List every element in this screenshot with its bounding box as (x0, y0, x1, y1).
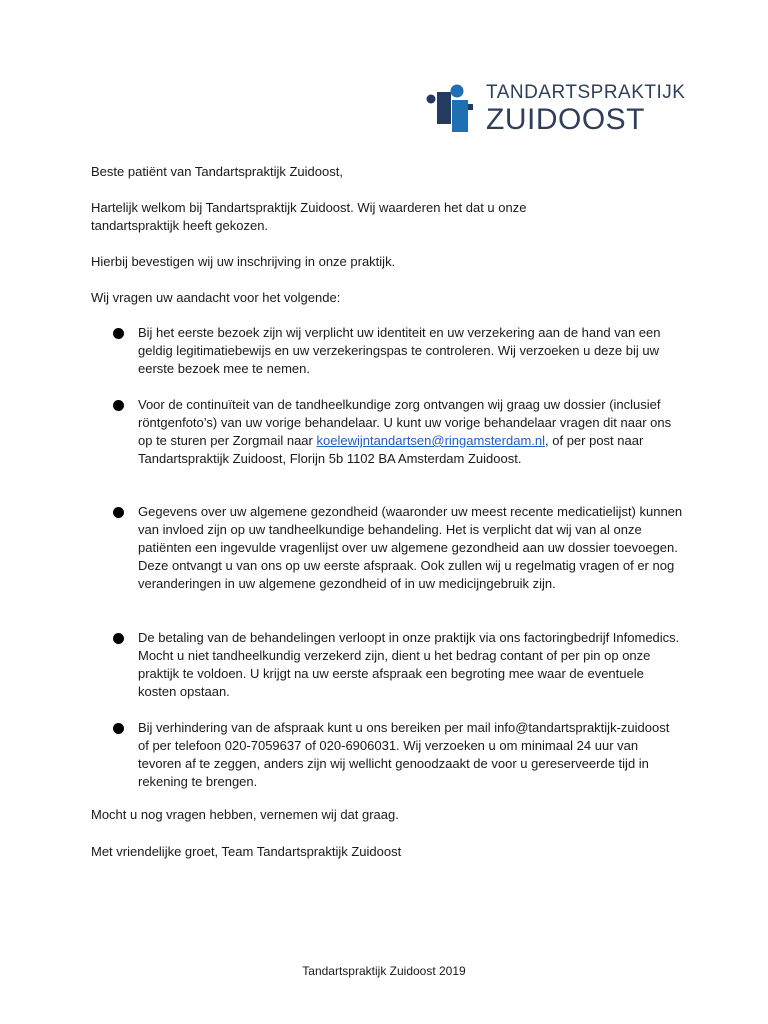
bullet-icon (113, 400, 124, 411)
dossier-text-pre: Voor de continuïteit van de tandheelkundige zorg ontvangen wij graag uw dossier (inclusief röntgenfoto’s) van uw vorige behandelaar. U kunt uw vorige behandelaar vragen dit naar ons op te sturen per Zorgmail naar (138, 397, 672, 448)
logo-line-2: ZUIDOOST (486, 103, 645, 136)
bullet-text-health: Gegevens over uw algemene gezondheid (waaronder uw meest recente medicatielijst) kunnen van invloed zijn op uw tandheelkundige behandeling. Het is verplicht dat wij van al onze patiënten een ingevulde vragenlijst over uw algemene gezondheid aan uw dossier toevoegen. Deze ontvangt u van ons op uw eerste afspraak. Ook zullen wij u regelmatig vragen of er nog veranderingen in uw algemene gezondheid of in uw medicijngebruik zijn. (138, 504, 683, 591)
page-footer: Tandartspraktijk Zuidoost 2019 (302, 964, 466, 978)
dossier-text-post: , of per post naar Tandartspraktijk Zuidoost, Florijn 5b 1102 BA Amsterdam Zuidoost. (138, 433, 644, 466)
bullet-text-payment: De betaling van de behandelingen verloopt in onze praktijk via ons factoringbedrijf Infomedics. Mocht u niet tandheelkundig verzekerd zijn, dient u het bedrag contant of per pin op onze praktijk te voldoen. U krijgt na uw eerste afspraak een begroting mee waar de eventuele kosten opstaan. (138, 630, 680, 699)
logo-line-1: TANDARTSPRAKTIJK (486, 82, 686, 103)
confirmation-paragraph: Hierbij bevestigen wij uw inschrijving in onze praktijk. (91, 254, 396, 269)
bullet-icon (113, 328, 124, 339)
zorgmail-email-link[interactable]: koelewijntandartsen@ringamsterdam.nl (316, 433, 546, 448)
bullet-text-cancellation: Bij verhindering van de afspraak kunt u ons bereiken per mail info@tandartspraktijk-zuidoost of per telefoon 020-7059637 of 020-6906031. Wij verzoeken u om minimaal 24 uur van tevoren af te zeggen, anders zijn wij wellicht genoodzaakt de voor u gereserveerde tijd in rekening te brengen. (138, 720, 670, 789)
questions-paragraph: Mocht u nog vragen hebben, vernemen wij dat graag. (91, 807, 399, 822)
bullet-text-id-check: Bij het eerste bezoek zijn wij verplicht uw identiteit en uw verzekering aan de hand van een geldig legitimatiebewijs en uw verzekeringspas te controleren. Wij verzoeken u deze bij uw eerste bezoek mee te nemen. (138, 325, 661, 376)
bullet-icon (113, 633, 124, 644)
bullet-icon (113, 723, 124, 734)
closing-paragraph: Met vriendelijke groet, Team Tandartspraktijk Zuidoost (91, 844, 402, 859)
bullet-text-dossier (138, 396, 683, 468)
attention-paragraph: Wij vragen uw aandacht voor het volgende: (91, 290, 341, 305)
logo-mark-icon (424, 82, 482, 142)
practice-logo (424, 82, 686, 146)
bullet-icon (113, 507, 124, 518)
welcome-paragraph: Hartelijk welkom bij Tandartspraktijk Zuidoost. Wij waarderen het dat u onze tandartspraktijk heeft gekozen. (91, 200, 527, 233)
salutation: Beste patiënt van Tandartspraktijk Zuidoost, (91, 164, 343, 179)
